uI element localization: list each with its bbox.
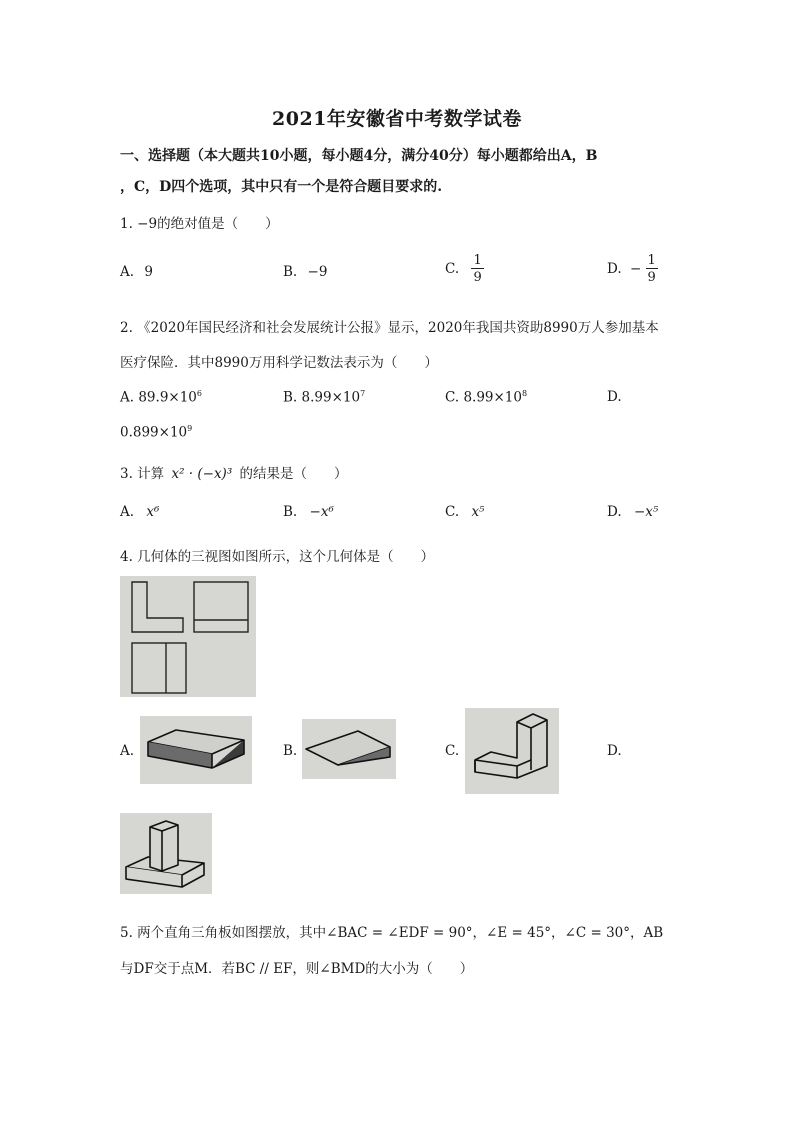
q2-option-a-base: 89.9×10: [138, 389, 197, 406]
q1-option-a-value: 9: [144, 264, 153, 280]
q3-option-d-label: D.: [607, 504, 622, 520]
question-2-line1: 2. 《2020年国民经济和社会发展统计公报》显示，2020年我国共资助8990万人参加基本: [120, 320, 659, 336]
question-3-stem: [120, 462, 348, 482]
q2-option-c: [445, 389, 527, 406]
fraction-denominator: 9: [647, 270, 656, 285]
section-heading-line2: ，C，D四个选项，其中只有一个是符合题目要求的.: [120, 179, 443, 195]
question-2-line2: 医疗保险．其中8990万用科学记数法表示为（ ）: [120, 355, 438, 371]
q3-expression: x² · (−x)³: [171, 466, 233, 482]
question-5-line2: 与DF交于点M．若BC // EF，则∠BMD的大小为（ ）: [120, 961, 474, 977]
q2-option-c-base: 8.99×10: [463, 389, 522, 406]
q1-option-d-sign: −: [629, 261, 642, 277]
q4-option-b-figure: [302, 719, 396, 779]
q2-option-b-base: 8.99×10: [301, 389, 361, 406]
q3-option-c: [445, 504, 484, 520]
q3-option-b-label: B.: [283, 504, 298, 520]
q2-option-c-exponent: 8: [522, 389, 528, 398]
q3-option-a-label: A.: [120, 504, 135, 520]
q2-option-a-exponent: 6: [196, 389, 202, 398]
q4-option-a-figure: [140, 716, 252, 784]
q4-option-c-label: C.: [445, 743, 460, 759]
page-title: 2021年安徽省中考数学试卷: [272, 108, 522, 130]
q2-option-a: [120, 389, 202, 406]
q1-option-b-label: B.: [283, 264, 298, 280]
q1-option-a: [120, 264, 153, 280]
q2-option-b-exponent: 7: [360, 389, 366, 398]
q2-option-a-label: A.: [120, 389, 135, 406]
q1-option-d-fraction: [646, 254, 658, 284]
q4-option-d-figure: [120, 813, 212, 894]
question-1-stem: 1. −9的绝对值是（ ）: [120, 216, 279, 232]
q2-option-d-exponent: 9: [187, 424, 193, 433]
q3-option-b-value: −x⁶: [309, 504, 334, 520]
q4-option-d-label: D.: [607, 743, 622, 759]
fraction-numerator: 1: [647, 253, 656, 268]
q3-option-c-label: C.: [445, 504, 460, 520]
q2-option-c-label: C.: [445, 389, 460, 406]
fraction-denominator: 9: [473, 270, 482, 285]
q3-option-d: [607, 504, 658, 520]
q3-option-a-value: x⁶: [146, 504, 160, 520]
three-view-figure: [120, 576, 256, 697]
section-heading-line1: 一、选择题（本大题共10小题，每小题4分，满分40分）每小题都给出A，B: [120, 148, 598, 164]
q4-option-c-figure: [465, 708, 559, 794]
q1-option-d-label: D.: [607, 261, 622, 277]
q1-option-b-value: −9: [307, 264, 328, 280]
q3-suffix: 的结果是（ ）: [239, 466, 348, 482]
q3-prefix: 3. 计算: [120, 466, 165, 482]
question-5-line1: 5. 两个直角三角板如图摆放，其中∠BAC = ∠EDF = 90°，∠E = 45°，∠C = 30°，AB: [120, 925, 664, 941]
q1-option-b: [283, 264, 327, 280]
q4-option-a-label: A.: [120, 743, 135, 759]
q3-option-d-value: −x⁵: [633, 504, 659, 520]
q3-option-b: [283, 504, 334, 520]
q1-option-c-label: C.: [445, 261, 460, 277]
q2-option-b-label: B.: [283, 389, 298, 406]
q1-option-c-fraction: [471, 254, 483, 284]
q1-option-d: [607, 254, 658, 284]
q3-option-c-value: x⁵: [471, 504, 485, 520]
q4-option-b-label: B.: [283, 743, 298, 759]
q1-option-a-label: A.: [120, 264, 135, 280]
q1-option-c: [445, 254, 484, 284]
fraction-numerator: 1: [473, 253, 482, 268]
question-4-stem: 4. 几何体的三视图如图所示，这个几何体是（ ）: [120, 549, 435, 565]
q2-option-d-value: [120, 424, 192, 441]
q3-option-a: [120, 504, 159, 520]
q2-option-b: [283, 389, 365, 406]
q2-option-d-label: D.: [607, 389, 622, 405]
q2-option-d-base: 0.899×10: [120, 424, 188, 441]
